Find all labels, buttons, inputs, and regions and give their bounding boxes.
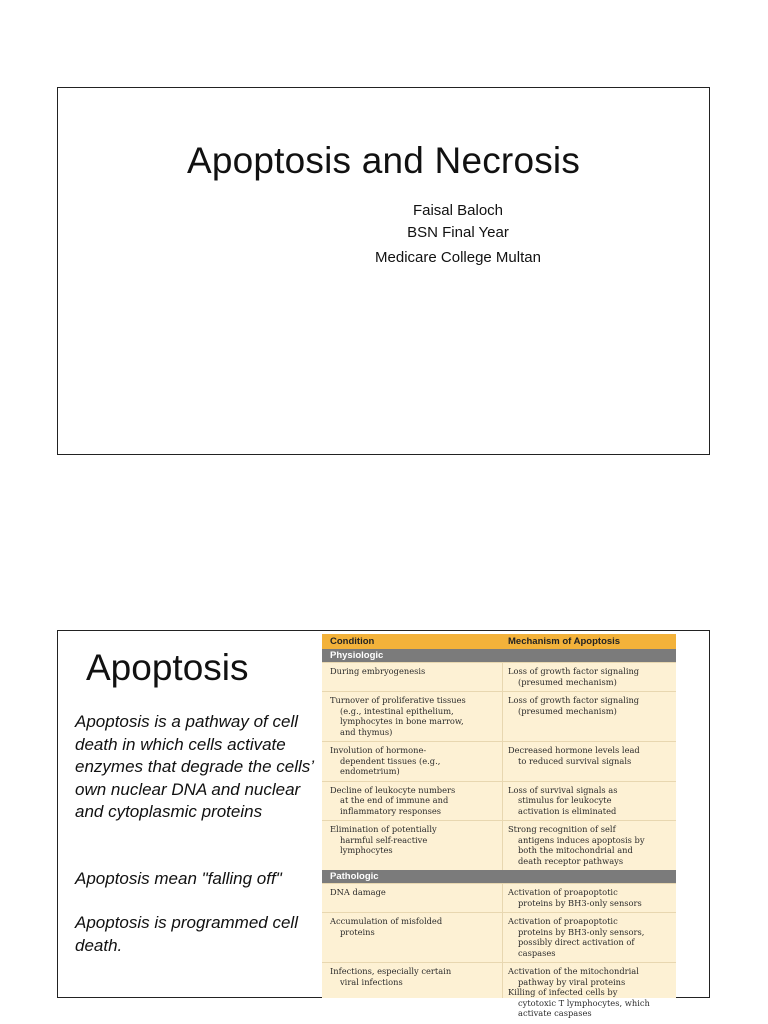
mechanism-line: Decreased hormone levels lead [508,745,640,755]
slide-title: Apoptosis [86,647,249,688]
mechanism-line: Loss of survival signals as [508,784,618,795]
mechanism-line: Loss of growth factor signaling [508,695,640,705]
mechanism-cell [508,785,673,817]
condition-line: Decline of leukocyte numbers [330,784,456,795]
meaning-paragraph: Apoptosis mean "falling off" [75,869,282,888]
condition-cell [330,695,498,737]
mechanism-cell [508,745,673,766]
condition-cell [330,666,498,677]
condition-line: harmful self-reactive [340,834,428,845]
condition-line: (e.g., intestinal epithelium, [340,705,454,716]
slide-title: Apoptosis and Necrosis [186,140,581,181]
mechanism-line: Activation of proapoptotic [508,916,618,926]
condition-line: Infections, especially certain [330,966,452,976]
author-name: Faisal Baloch [412,202,504,219]
mechanism-line: Activation of the mitochondrial [508,966,639,976]
mechanism-line: activate caspases [518,1008,592,1018]
title-slide [57,87,710,455]
condition-cell [330,887,498,898]
college-name: Medicare College Multan [375,249,541,266]
mechanism-line: Strong recognition of self [508,824,616,834]
table-row [322,820,676,871]
table-row [322,912,676,963]
section-label: Physiologic [330,650,384,661]
mechanism-line: Loss of growth factor signaling [508,666,640,676]
mechanism-line: proteins by BH3-only sensors, [518,926,645,937]
condition-line: proteins [340,926,375,937]
condition-line: at the end of immune and [340,795,449,805]
mechanism-cell [508,916,673,958]
definition-paragraph: Apoptosis is a pathway of cell death in which cells activate enzymes that degrade the cells’ own nuclear DNA and nuclear and cytoplasmic proteins [75,712,314,821]
mechanism-cell [508,966,673,1019]
condition-line: Elimination of potentially [330,824,437,834]
mechanism-cell [508,695,673,716]
condition-line: Involution of hormone- [330,745,427,755]
mechanism-line: death receptor pathways [518,855,624,866]
condition-line: During embryogenesis [330,666,426,676]
section-label: Pathologic [330,871,379,882]
condition-cell [330,745,498,777]
mechanism-line: possibly direct activation of [518,937,635,947]
mechanism-line: (presumed mechanism) [518,676,617,687]
mechanism-line: stimulus for leukocyte [518,795,612,805]
table-row [322,662,676,692]
mechanism-line: (presumed mechanism) [518,705,617,716]
condition-line: lymphocytes [340,845,393,855]
condition-line: and thymus) [340,726,393,737]
condition-line: inflammatory responses [340,805,441,816]
mechanism-line: both the mitochondrial and [518,845,633,855]
table-section-header [322,870,676,883]
condition-cell [330,966,498,987]
mechanism-cell [508,824,673,866]
table-header [322,634,676,649]
apoptosis-slide [57,630,710,1018]
mechanism-line: antigens induces apoptosis by [518,834,645,845]
mechanism-column-header: Mechanism of Apoptosis [508,636,621,647]
mechanism-line: activation is eliminated [518,805,617,816]
table-row [322,781,676,822]
condition-line: DNA damage [330,887,386,897]
mechanism-line: Activation of proapoptotic [508,887,618,897]
programmed-death-paragraph: Apoptosis is programmed cell death. [75,913,298,955]
apoptosis-conditions-table [322,634,676,1018]
table-row [322,691,676,742]
condition-line: Turnover of proliferative tissues [330,695,466,705]
table-section-header [322,649,676,662]
condition-line: endometrium) [340,766,400,776]
mechanism-line: caspases [518,947,556,958]
condition-line: viral infections [340,976,403,987]
mechanism-cell [508,666,673,687]
table-row [322,883,676,913]
mechanism-line: to reduced survival signals [518,755,632,766]
condition-cell [330,916,498,937]
condition-line: lymphocytes in bone marrow, [340,716,464,726]
condition-cell [330,785,498,817]
table-row [322,962,676,1024]
mechanism-cell [508,887,673,908]
mechanism-line: pathway by viral proteins [518,976,626,987]
table-row [322,741,676,782]
mechanism-line: proteins by BH3-only sensors [518,897,642,908]
mechanism-line: cytotoxic T lymphocytes, which [518,997,650,1008]
condition-line: dependent tissues (e.g., [340,755,441,766]
condition-column-header: Condition [330,636,375,647]
program-name: BSN Final Year [407,224,509,241]
condition-cell [330,824,498,856]
condition-line: Accumulation of misfolded [330,916,443,926]
mechanism-line: Killing of infected cells by [508,987,618,997]
